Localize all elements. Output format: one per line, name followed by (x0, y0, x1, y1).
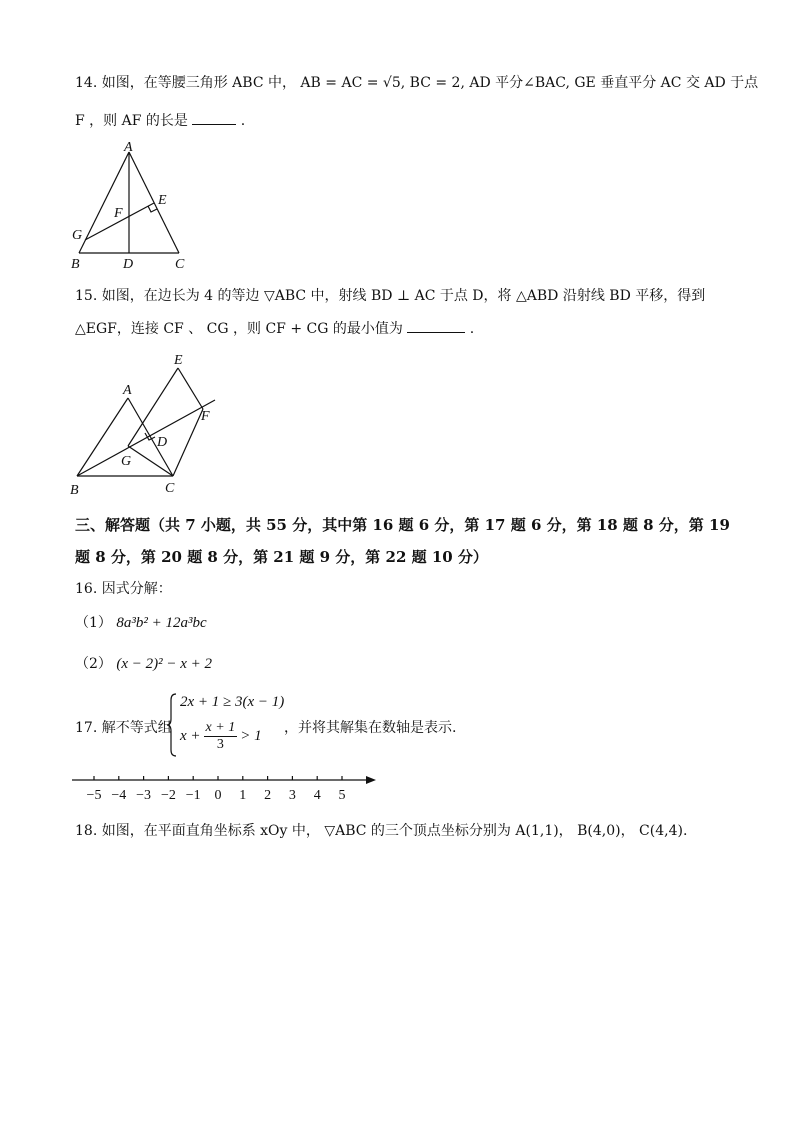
q17-ineq2-right: > 1 (240, 728, 262, 744)
q16-part1-expression: 8a³b² + 12a³bc (116, 615, 207, 631)
q14-line1 (75, 74, 758, 92)
number-line-tick-label: 1 (239, 788, 247, 803)
q14-figure (66, 140, 206, 270)
q15-text-2: △EGF，连接 CF 、 CG ，则 CF + CG 的最小值为 (75, 321, 403, 337)
brace-icon (166, 692, 178, 758)
label-d: D (157, 435, 168, 450)
q17-suffix-text: ，并将其解集在数轴是表示. (284, 720, 457, 736)
label-b: B (71, 257, 80, 270)
q16-part2 (75, 655, 212, 673)
q15-text: 15. 如图，在边长为 4 的等边 ▽ABC 中，射线 BD ⊥ AC 于点 D，将 △ABD 沿射线 BD 平移，得到 (75, 288, 706, 304)
number-line-tick-label: 0 (214, 788, 222, 803)
section-heading-text-2: 题 8 分，第 20 题 8 分，第 21 题 9 分，第 22 题 10 分） (75, 548, 488, 566)
label-g: G (72, 228, 83, 243)
q15-period: . (469, 321, 475, 337)
label-c: C (165, 481, 175, 496)
answer-blank[interactable] (192, 110, 236, 125)
number-line-tick-label: −1 (185, 788, 201, 803)
q15-line2 (75, 318, 474, 338)
q16-part1 (75, 614, 207, 632)
number-line-tick-label: −3 (136, 788, 152, 803)
q17-fraction (204, 720, 238, 753)
q14-text-2: F ，则 AF 的长是 (75, 113, 188, 129)
section-heading-text: 三、解答题（共 7 小题，共 55 分，其中第 16 题 6 分，第 17 题 6 分，第 18 题 8 分，第 19 (75, 516, 730, 534)
q17-ineq2-left: x + (180, 728, 201, 744)
q16-part1-number: （1） (75, 615, 112, 631)
q14-period: . (240, 113, 246, 129)
label-c: C (175, 257, 185, 270)
q17-ineq1-text: 2x + 1 ≥ 3(x − 1) (180, 694, 285, 710)
answer-blank[interactable] (407, 318, 465, 333)
q16-title-text: 16. 因式分解： (75, 581, 172, 597)
number-line-tick-label: 3 (288, 788, 296, 803)
section-heading-line1 (75, 514, 730, 535)
q18-text: 18. 如图，在平面直角坐标系 xOy 中， ▽ABC 的三个顶点坐标分别为 A(1,1)， B(4,0)， C(4,4). (75, 823, 688, 839)
q17-inequality-2 (180, 720, 262, 753)
q14-text: 14. 如图，在等腰三角形 ABC 中， AB = AC = √5, BC = 2, AD 平分∠BAC, GE 垂直平分 AC 交 AD 于点 (75, 75, 759, 91)
side-ef (178, 368, 203, 409)
label-d: D (123, 257, 134, 270)
q17-prefix (75, 719, 172, 737)
q17-prefix-text: 17. 解不等式组 (75, 720, 172, 736)
section-heading-line2 (75, 546, 488, 567)
q16-title (75, 580, 172, 598)
number-line-tick-label: 2 (264, 788, 272, 803)
q17-suffix (284, 719, 456, 737)
label-e: E (158, 193, 167, 208)
segment-cg (128, 446, 173, 476)
label-g: G (121, 454, 132, 469)
q16-part2-number: （2） (75, 656, 112, 672)
label-a: A (124, 140, 133, 155)
label-a: A (123, 383, 132, 398)
q17-fraction-denominator: 3 (216, 737, 224, 752)
q16-part2-expression: (x − 2)² − x + 2 (116, 656, 213, 672)
label-f: F (114, 206, 123, 221)
q15-figure (66, 348, 226, 498)
number-line-tick-label: 4 (313, 788, 321, 803)
q14-line2 (75, 110, 245, 130)
q18-line (75, 822, 687, 840)
number-line-tick-label: 5 (338, 788, 346, 803)
arrow-right-icon (366, 776, 376, 784)
q17-inequality-1 (180, 694, 284, 711)
number-line-tick-label: −2 (160, 788, 176, 803)
q17-fraction-numerator: x + 1 (205, 720, 236, 735)
label-f: F (201, 409, 210, 424)
q15-line1 (75, 287, 705, 305)
number-line (68, 770, 380, 804)
number-line-tick-label: −5 (86, 788, 102, 803)
ray-bd (77, 400, 215, 476)
side-ac (129, 152, 179, 253)
label-e: E (174, 353, 183, 368)
label-b: B (70, 483, 79, 498)
number-line-tick-label: −4 (111, 788, 127, 803)
side-ab (79, 152, 129, 253)
segment-cf (173, 409, 203, 476)
